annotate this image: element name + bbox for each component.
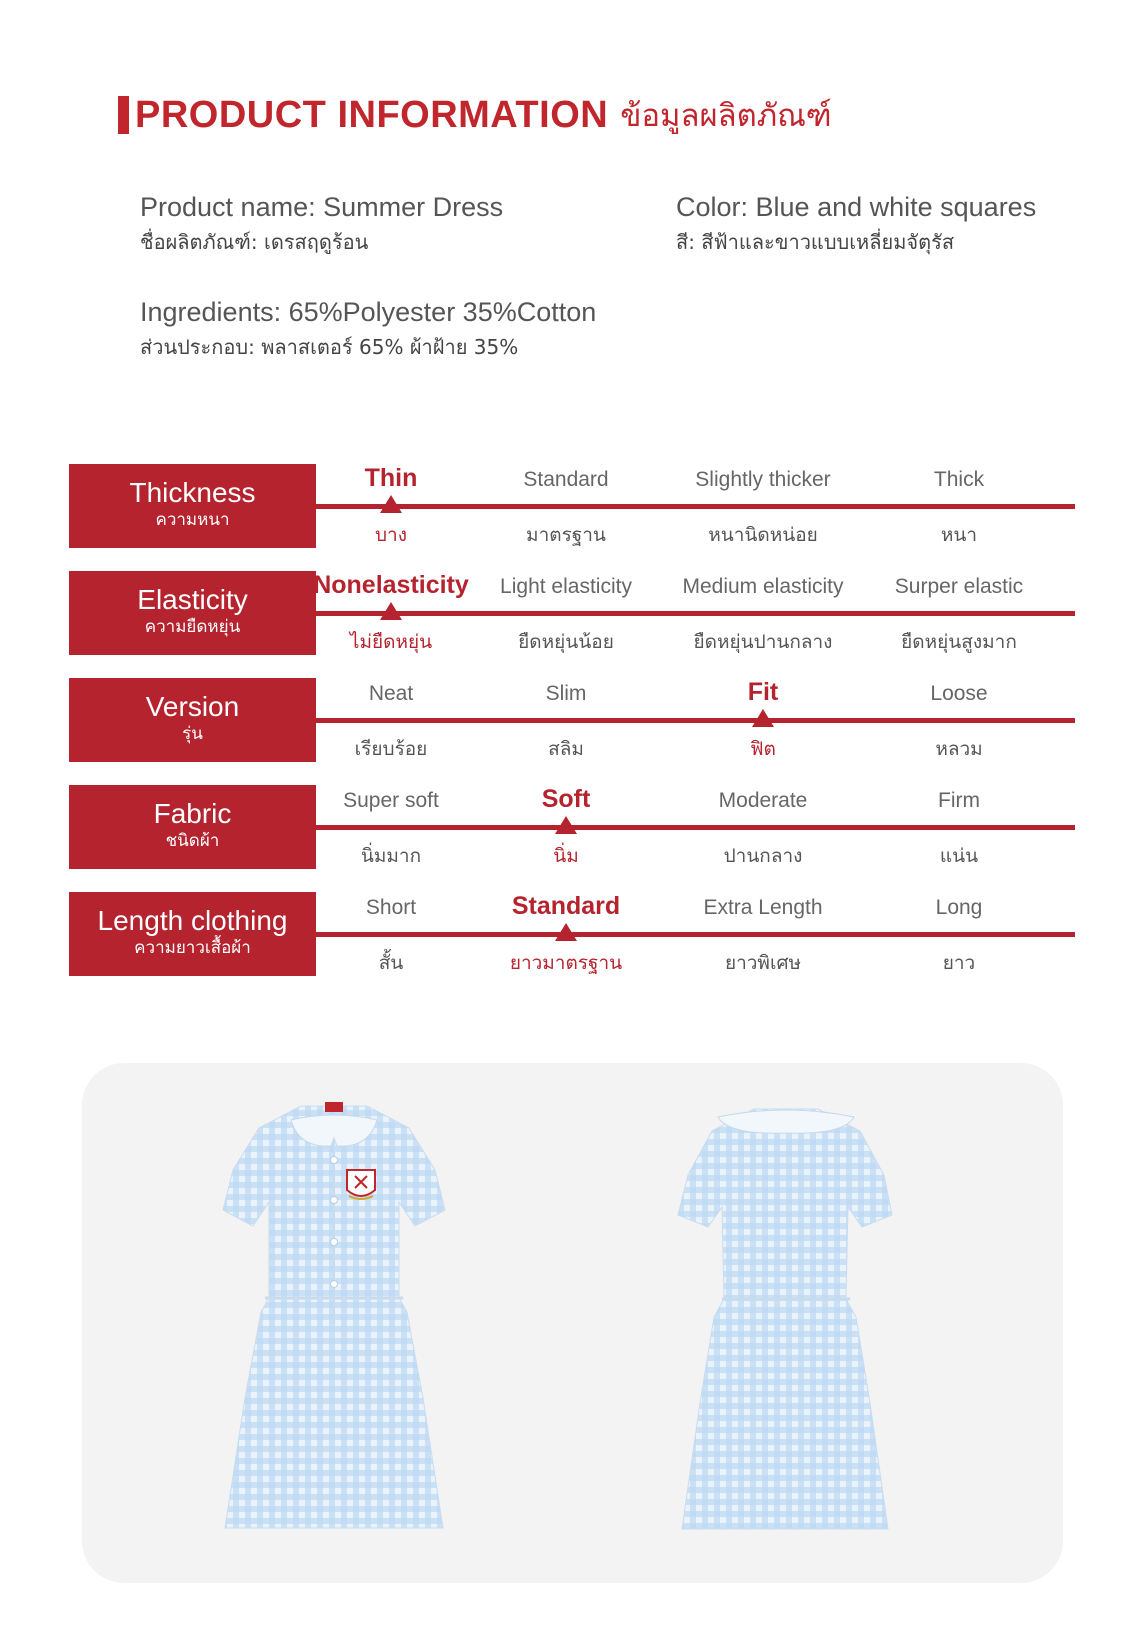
color-info — [676, 192, 1036, 258]
option-label-th: หนานิดหน่อย — [708, 524, 818, 546]
attribute-label — [69, 678, 316, 762]
option-label-en: Standard — [511, 892, 621, 920]
option-label-th: นิ่มมาก — [360, 845, 422, 867]
ingredients-th: ส่วนประกอบ: พลาสเตอร์ 65% ผ้าฝ้าย 35% — [140, 335, 519, 359]
option-label-en: Super soft — [343, 789, 439, 812]
attribute-label — [69, 571, 316, 655]
ingredients-en: Ingredients: 65%Polyester 35%Cotton — [140, 297, 597, 327]
dress-front-image — [209, 1098, 459, 1543]
option-label-th: ไม่ยืดหยุ่น — [349, 631, 433, 653]
header-accent-bar — [118, 96, 129, 134]
option-label-en: Soft — [541, 785, 591, 813]
attribute-label-th: ความหนา — [155, 510, 230, 530]
option-label-th: บาง — [374, 524, 407, 546]
selection-marker-icon — [380, 495, 402, 513]
attribute-label-th: ความยาวเสื้อผ้า — [134, 938, 251, 958]
option-label-th: ปานกลาง — [723, 845, 803, 867]
attribute-label — [69, 785, 316, 869]
color-th: สี: สีฟ้าและขาวแบบเหลี่ยมจัตุรัส — [676, 230, 955, 254]
option-label-en: Extra Length — [703, 896, 823, 919]
product-photo-panel — [82, 1063, 1063, 1583]
ingredients-info — [140, 297, 596, 363]
option-label-en: Fit — [747, 678, 779, 706]
attribute-label-en: Thickness — [129, 477, 256, 508]
option-label-en: Thick — [933, 468, 985, 491]
option-label-th: แน่น — [939, 845, 979, 867]
option-label-th: หลวม — [935, 738, 983, 760]
selection-marker-icon — [380, 602, 402, 620]
attribute-scale-line — [316, 611, 1075, 616]
option-label-en: Slim — [545, 682, 587, 705]
selection-marker-icon — [555, 816, 577, 834]
option-label-en: Slightly thicker — [695, 468, 831, 491]
product-name-th: ชื่อผลิตภัณฑ์: เดรสฤดูร้อน — [140, 230, 369, 254]
option-label-th: ฟิต — [750, 738, 776, 760]
attribute-scale-line — [316, 825, 1075, 830]
option-label-en: Loose — [930, 682, 988, 705]
attribute-label-th: ความยืดหยุ่น — [144, 617, 241, 637]
product-name-en: Product name: Summer Dress — [140, 192, 504, 222]
attribute-row-fabric — [69, 785, 1075, 869]
attribute-label-th: ชนิดผ้า — [165, 831, 220, 851]
option-label-en: Thin — [364, 464, 418, 492]
option-label-en: Short — [365, 896, 417, 919]
attribute-label-en: Version — [145, 691, 240, 722]
option-label-th: เรียบร้อย — [354, 738, 428, 760]
attribute-row-elasticity — [69, 571, 1075, 655]
attribute-label-th: รุ่น — [182, 724, 203, 744]
option-label-en: Light elasticity — [500, 575, 632, 598]
option-label-en: Firm — [938, 789, 980, 812]
product-name-info — [140, 192, 503, 258]
option-label-th: ยืดหยุ่นปานกลาง — [693, 631, 833, 653]
header-title-thai: ข้อมูลผลิตภัณฑ์ — [620, 98, 832, 134]
attribute-label — [69, 892, 316, 976]
option-label-th: นิ่ม — [553, 845, 579, 867]
option-label-en: Surper elastic — [894, 575, 1024, 598]
attribute-label — [69, 464, 316, 548]
option-label-en: Nonelasticity — [313, 571, 469, 599]
attribute-row-version — [69, 678, 1075, 762]
attribute-scale-line — [316, 932, 1075, 937]
option-label-th: ยาวมาตรฐาน — [509, 952, 623, 974]
color-en: Color: Blue and white squares — [676, 192, 1037, 222]
selection-marker-icon — [555, 923, 577, 941]
option-label-th: ยืดหยุ่นสูงมาก — [901, 631, 1017, 653]
header-title: PRODUCT INFORMATION — [135, 93, 609, 136]
option-label-th: ยาวพิเศษ — [724, 952, 802, 974]
option-label-th: หนา — [940, 524, 978, 546]
option-label-en: Neat — [368, 682, 414, 705]
selection-marker-icon — [752, 709, 774, 727]
option-label-th: สั้น — [378, 952, 404, 974]
option-label-en: Moderate — [718, 789, 808, 812]
attribute-row-thickness — [69, 464, 1075, 548]
option-label-en: Long — [935, 896, 983, 919]
attribute-scale-line — [316, 718, 1075, 723]
option-label-th: สลิม — [548, 738, 584, 760]
option-label-en: Standard — [523, 468, 609, 491]
attribute-scale-line — [316, 504, 1075, 509]
attribute-label-en: Elasticity — [137, 584, 248, 615]
section-header — [118, 95, 832, 135]
option-label-th: ยืดหยุ่นน้อย — [518, 631, 614, 653]
dress-back-image — [666, 1103, 906, 1543]
attribute-label-en: Length clothing — [97, 905, 288, 936]
attribute-label-en: Fabric — [153, 798, 232, 829]
attribute-row-length-clothing — [69, 892, 1075, 976]
option-label-en: Medium elasticity — [682, 575, 844, 598]
option-label-th: ยาว — [942, 952, 976, 974]
option-label-th: มาตรฐาน — [526, 524, 606, 546]
